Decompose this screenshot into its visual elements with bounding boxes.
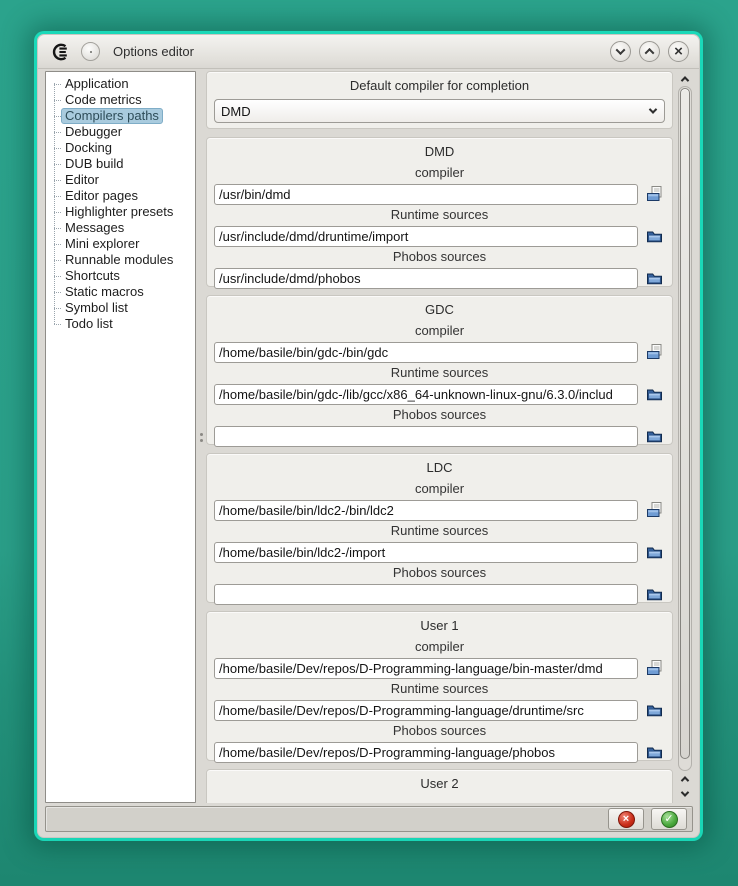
field-row (214, 541, 665, 563)
group-title: User 2 (420, 776, 459, 791)
dmd-compiler-input[interactable] (214, 184, 638, 205)
window-menu-button[interactable] (81, 42, 100, 61)
group-gdc (206, 295, 673, 445)
tree-guide (54, 148, 61, 149)
field-label: Phobos sources (392, 565, 487, 580)
titlebar (38, 35, 699, 69)
tree-guide (54, 84, 61, 85)
sidebar-item-symbol-list[interactable]: Symbol list (50, 300, 193, 316)
tree-guide (54, 244, 61, 245)
chevron-up-icon (645, 48, 655, 58)
open-file-icon (645, 185, 664, 203)
sidebar-item-shortcuts[interactable]: Shortcuts (50, 268, 193, 284)
footer-bar (45, 806, 693, 832)
tree-guide (54, 132, 61, 133)
tree-guide (54, 276, 61, 277)
tree-guide (54, 180, 61, 181)
browse-file-button[interactable] (643, 184, 665, 205)
minimize-button[interactable] (610, 41, 631, 62)
field-row (214, 341, 665, 363)
sidebar-item-runnable-modules[interactable]: Runnable modules (50, 252, 193, 268)
splitter-handle[interactable] (196, 71, 206, 803)
scroll-up-button-bottom[interactable] (677, 771, 693, 786)
sidebar-item-editor[interactable]: Editor (50, 172, 193, 188)
tree-guide (54, 116, 61, 117)
options-editor-window (37, 34, 700, 838)
tree-guide (54, 308, 61, 309)
group-title: User 1 (420, 618, 459, 633)
scroll-down-button[interactable] (677, 786, 693, 801)
field-row (214, 699, 665, 721)
maximize-button[interactable] (639, 41, 660, 62)
field-label: compiler (414, 323, 465, 338)
tree-guide (54, 212, 61, 213)
browse-file-button[interactable] (643, 342, 665, 363)
tree-guide (54, 292, 61, 293)
browse-folder-button[interactable] (643, 584, 665, 605)
folder-icon (645, 743, 664, 761)
ldc-runtime-sources-input[interactable] (214, 542, 638, 563)
browse-file-button[interactable] (643, 658, 665, 679)
browse-folder-button[interactable] (643, 426, 665, 447)
field-label: compiler (414, 481, 465, 496)
coedit-logo-icon (51, 43, 72, 61)
folder-icon (645, 585, 664, 603)
field-row (214, 425, 665, 447)
categories-list (45, 71, 196, 803)
folder-icon (645, 227, 664, 245)
window-body (38, 69, 699, 803)
field-row (214, 657, 665, 679)
categories-tree (50, 76, 193, 332)
user1-compiler-input[interactable] (214, 658, 638, 679)
folder-icon (645, 701, 664, 719)
field-label: Phobos sources (392, 407, 487, 422)
tree-guide (54, 260, 61, 261)
compilers-paths-panel (206, 71, 673, 803)
scrollbar-track[interactable] (678, 86, 692, 771)
sidebar-item-messages[interactable]: Messages (50, 220, 193, 236)
field-row (214, 741, 665, 763)
sidebar-item-compilers-paths[interactable]: Compilers paths (50, 108, 193, 124)
sidebar-item-highlighter-presets[interactable]: Highlighter presets (50, 204, 193, 220)
sidebar-item-docking[interactable]: Docking (50, 140, 193, 156)
field-label: Runtime sources (390, 365, 489, 380)
group-user1 (206, 611, 673, 761)
browse-folder-button[interactable] (643, 700, 665, 721)
combo-selected-value: DMD (221, 103, 251, 119)
vertical-scrollbar[interactable] (677, 71, 693, 803)
chevron-up-icon (681, 76, 689, 84)
sidebar-item-editor-pages[interactable]: Editor pages (50, 188, 193, 204)
close-button[interactable] (668, 41, 689, 62)
cancel-button[interactable] (608, 808, 644, 830)
open-file-icon (645, 659, 664, 677)
field-label: Runtime sources (390, 523, 489, 538)
sidebar-item-todo-list[interactable]: Todo list (50, 316, 193, 332)
folder-icon (645, 427, 664, 445)
field-row (214, 183, 665, 205)
accept-icon: ✓ (661, 811, 678, 828)
gdc-phobos-sources-input[interactable] (214, 426, 638, 447)
browse-folder-button[interactable] (643, 226, 665, 247)
chevron-down-icon (616, 45, 626, 55)
cancel-icon: × (618, 811, 635, 828)
browse-folder-button[interactable] (643, 384, 665, 405)
chevron-down-icon (649, 105, 657, 113)
tree-guide (54, 324, 61, 325)
folder-icon (645, 543, 664, 561)
sidebar-item-static-macros[interactable]: Static macros (50, 284, 193, 300)
field-row (214, 225, 665, 247)
open-file-icon (645, 501, 664, 519)
field-label: Phobos sources (392, 723, 487, 738)
sidebar-item-application[interactable]: Application (50, 76, 193, 92)
scroll-up-button[interactable] (677, 71, 693, 86)
field-label: Runtime sources (390, 207, 489, 222)
group-dmd (206, 137, 673, 287)
field-row (214, 499, 665, 521)
browse-folder-button[interactable] (643, 542, 665, 563)
tree-guide (54, 228, 61, 229)
browse-folder-button[interactable] (643, 742, 665, 763)
group-title: LDC (426, 460, 453, 475)
scrollbar-thumb[interactable] (680, 88, 690, 759)
chevron-up-icon (681, 776, 689, 784)
group-ldc (206, 453, 673, 603)
group-default-compiler (206, 71, 673, 129)
dmd-runtime-sources-input[interactable] (214, 226, 638, 247)
dmd-phobos-sources-input[interactable] (214, 268, 638, 289)
user1-phobos-sources-input[interactable] (214, 742, 638, 763)
field-label: compiler (414, 639, 465, 654)
accept-button[interactable] (651, 808, 687, 830)
chevron-down-icon (681, 788, 689, 796)
folder-icon (645, 385, 664, 403)
field-row (214, 583, 665, 605)
group-title: DMD (424, 144, 455, 159)
user1-runtime-sources-input[interactable] (214, 700, 638, 721)
close-icon: × (674, 42, 683, 60)
field-label: Phobos sources (392, 249, 487, 264)
sidebar-item-code-metrics[interactable]: Code metrics (50, 92, 193, 108)
group-title: GDC (425, 302, 454, 317)
group-title: Default compiler for completion (349, 78, 530, 93)
default-compiler-select[interactable] (214, 99, 665, 123)
field-label: Runtime sources (390, 681, 489, 696)
tree-guide (54, 164, 61, 165)
ldc-compiler-input[interactable] (214, 500, 638, 521)
sidebar-item-dub-build[interactable]: DUB build (50, 156, 193, 172)
gdc-compiler-input[interactable] (214, 342, 638, 363)
group-user2 (206, 769, 673, 803)
tree-guide (54, 196, 61, 197)
field-row (214, 383, 665, 405)
tree-guide (54, 100, 61, 101)
window-title: Options editor (113, 44, 194, 59)
sidebar-item-debugger[interactable]: Debugger (50, 124, 193, 140)
browse-folder-button[interactable] (643, 268, 665, 289)
gdc-runtime-sources-input[interactable] (214, 384, 638, 405)
browse-file-button[interactable] (643, 500, 665, 521)
folder-icon (645, 269, 664, 287)
ldc-phobos-sources-input[interactable] (214, 584, 638, 605)
open-file-icon (645, 343, 664, 361)
field-label: compiler (414, 165, 465, 180)
sidebar-item-mini-explorer[interactable]: Mini explorer (50, 236, 193, 252)
field-row (214, 267, 665, 289)
